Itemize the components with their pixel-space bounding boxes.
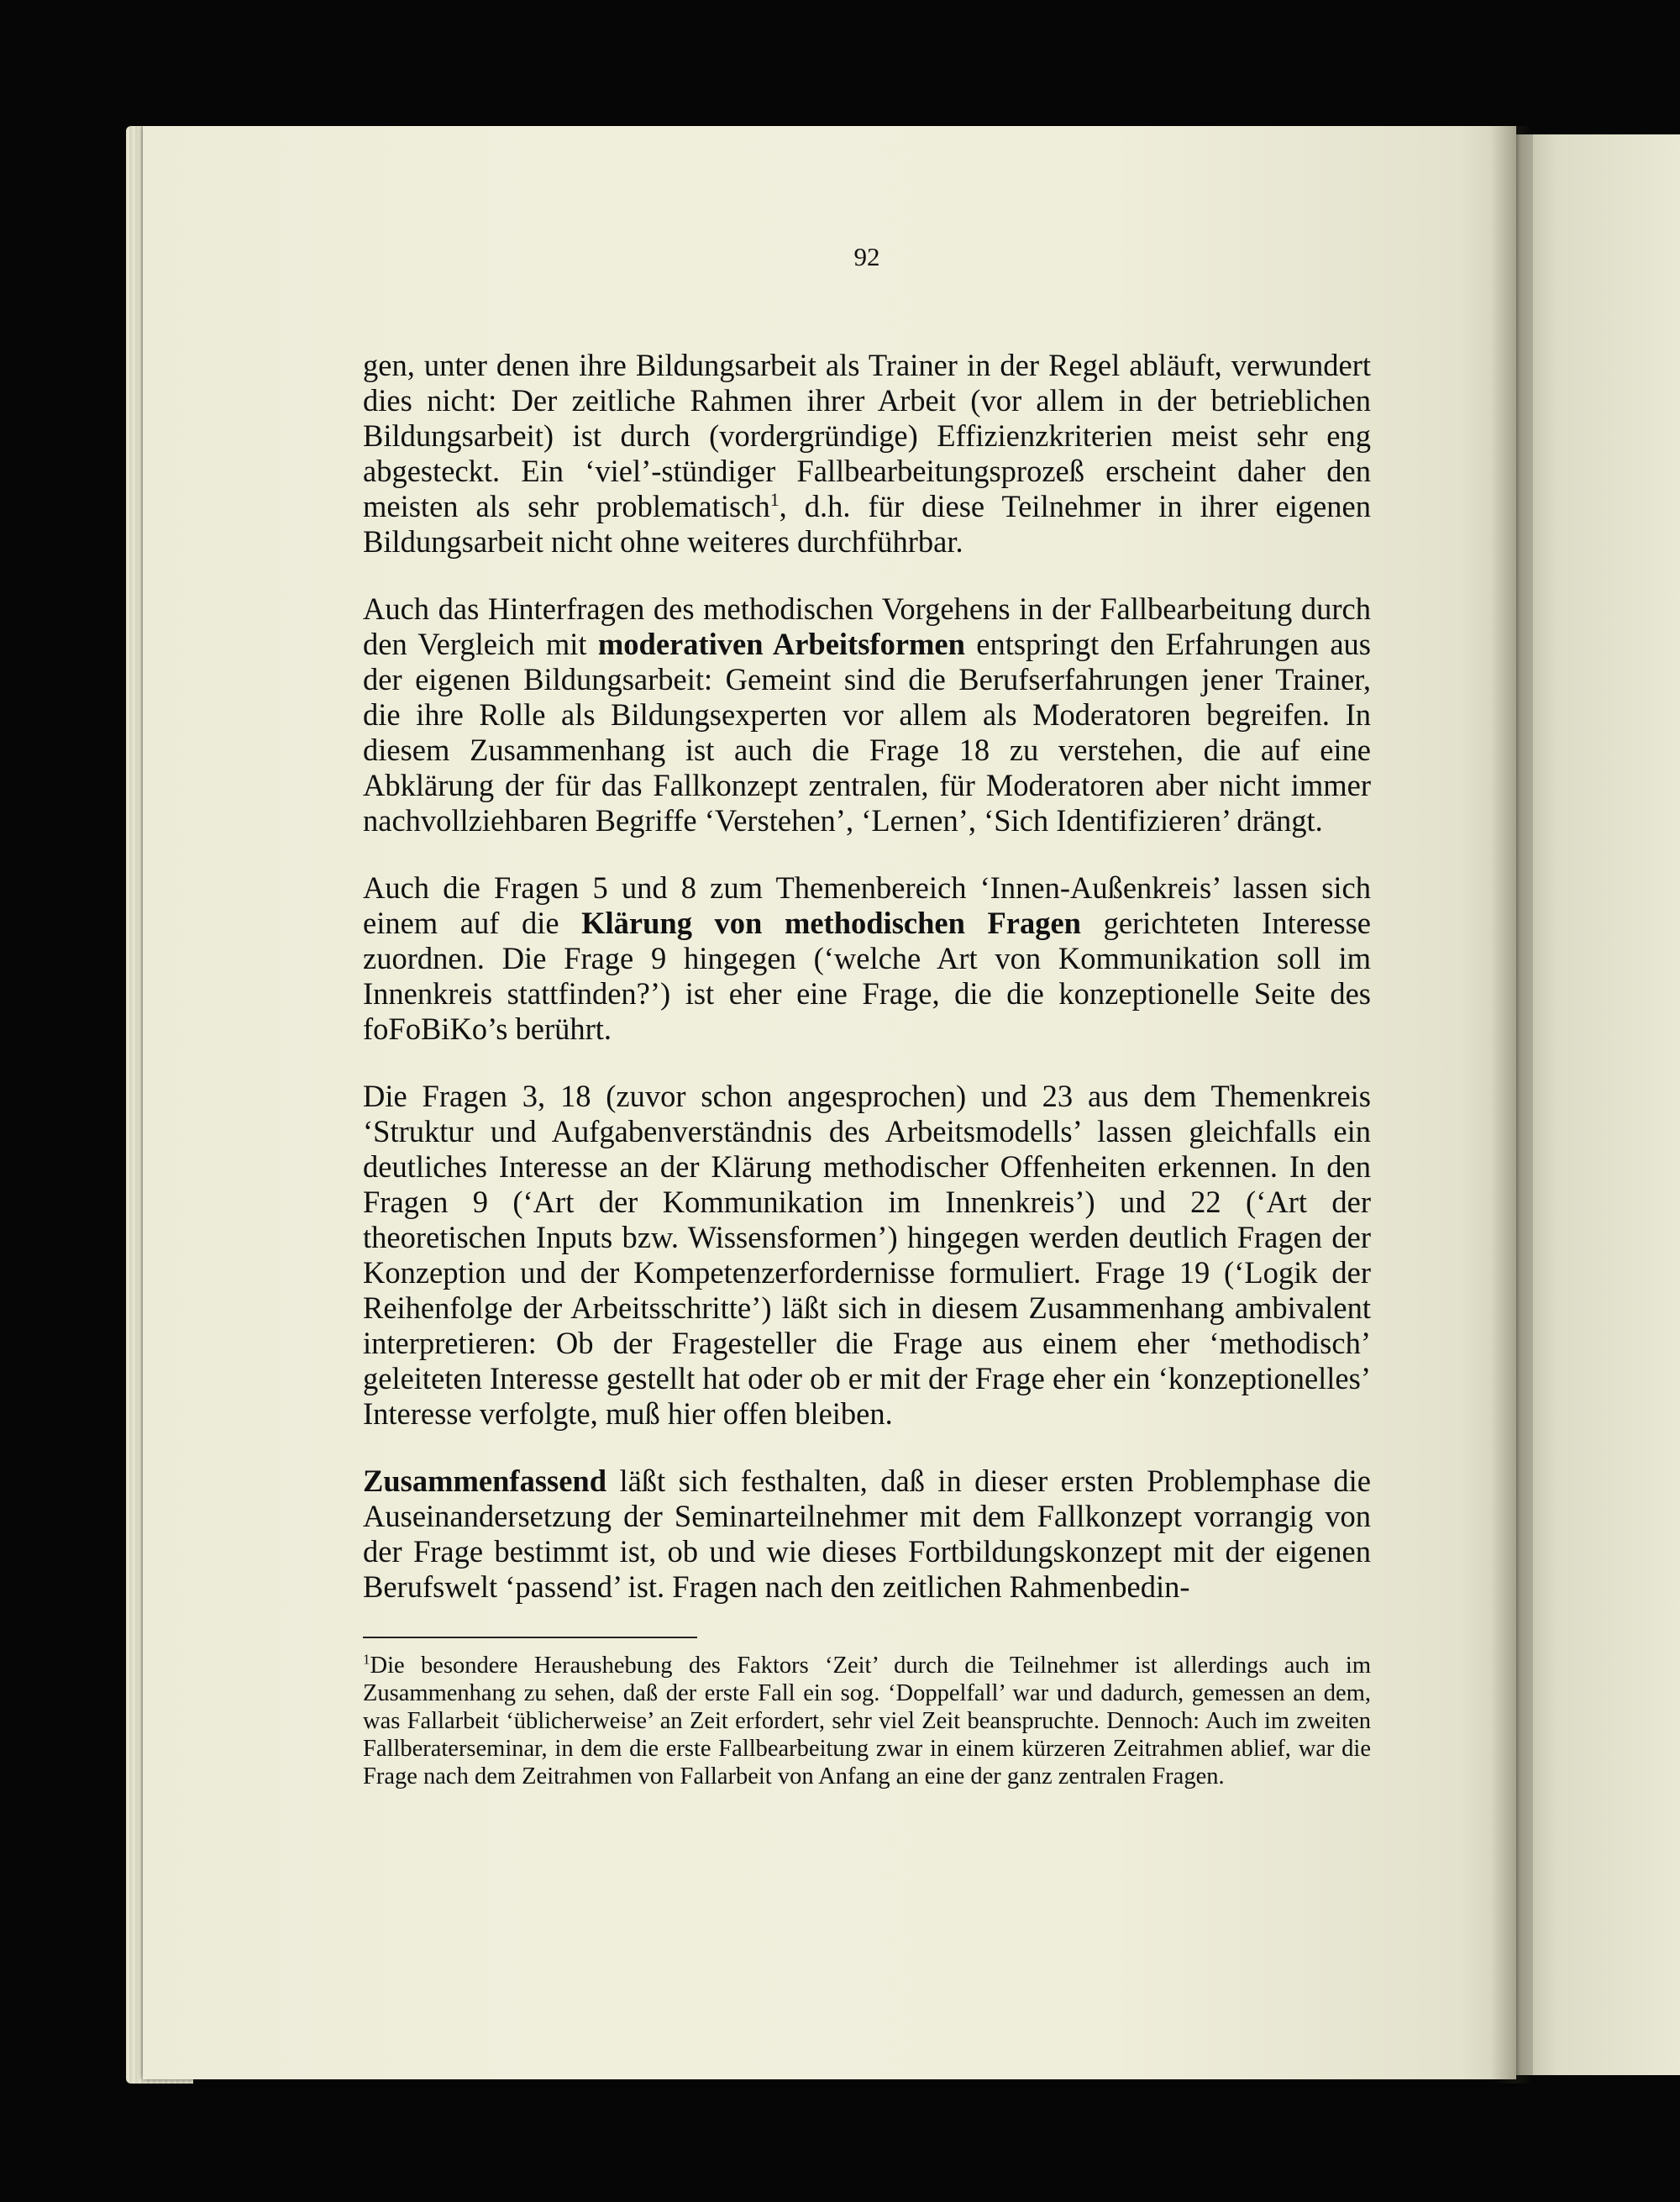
paragraph (363, 1464, 1371, 1605)
footnote-text: Die besondere Heraushebung des Faktors ‘Zeit’ durch die Teilnehmer ist allerdings auch im Zusammenhang zu sehen, daß der erste Fall ein sog. ‘Doppelfall’ war und dadurch, gemessen an dem, was Fallarbeit ‘üblicherweise’ an Zeit erfordert, sehr viel Zeit beanspruchte. Dennoch: Auch im zweiten Fallberaterseminar, in dem die erste Fallbearbeitung zwar in einem kürzeren Zeitrahmen ablief, war die Frage nach dem Zeitrahmen von Fallarbeit von Anfang an eine der ganz zentralen Fragen. (363, 1653, 1371, 1789)
text-run: Die Fragen 3, 18 (zuvor schon angesprochen) und 23 aus dem Themenkreis ‘Struktur und Aufgabenverständnis des Arbeitsmodells’ lassen gleichfalls ein deutliches Interesse an der Klärung methodischer Offenheiten erkennen. In den Fragen 9 (‘Art der Kommunikation im Innenkreis’) und 22 (‘Art der theoretischen Inputs bzw. Wissensformen’) hingegen werden deutlich Fragen der Konzeption und der Kompetenzerfordernisse formuliert. Frage 19 (‘Logik der Reihenfolge der Arbeitsschritte’) läßt sich in diesem Zusammenhang ambivalent interpretieren: Ob der Fragesteller die Frage aus einem eher ‘methodisch’ geleiteten Interesse gestellt hat oder ob er mit der Frage eher ein ‘konzeptionelles’ Interesse verfolgte, muß hier offen bleiben. (363, 1079, 1371, 1431)
text-run: Auch das Hinterfragen des methodischen Vorgehens in der Fallbearbeitung durch den Vergleich mit (363, 591, 1371, 661)
text-run: , d.h. für diese Teilnehmer in ihrer eigenen Bildungsarbeit nicht ohne weiteres durchführbar. (363, 489, 1371, 559)
footnote (363, 1652, 1371, 1790)
text-run: läßt sich festhalten, daß in dieser ersten Problemphase die Auseinandersetzung der Seminarteilnehmer mit dem Fallkonzept vorrangig von der Frage bestimmt ist, ob und wie dieses Fortbildungskonzept mit der eigenen Berufswelt ‘passend’ ist. Fragen nach den zeitlichen Rahmenbedin- (363, 1464, 1371, 1604)
paragraph (363, 591, 1371, 838)
page-content (363, 242, 1371, 1790)
paragraph (363, 870, 1371, 1047)
paragraph (363, 348, 1371, 560)
facing-page (1516, 134, 1680, 2075)
footnote-separator (363, 1637, 697, 1638)
body-text (363, 348, 1371, 1605)
text-run: gerichteten Interesse zuordnen. Die Frage 9 hingegen (‘welche Art von Kommunikation soll im Innenkreis stattfinden?’) ist eher eine Frage, die die konzeptionelle Seite des foFoBiKo’s berührt. (363, 906, 1371, 1046)
bold-emphasis: Zusammenfassend (363, 1464, 607, 1498)
text-run: Auch die Fragen 5 und 8 zum Themenbereich ‘Innen-Außenkreis’ lassen sich einem auf die (363, 870, 1371, 940)
text-run: entspringt den Erfahrungen aus der eigenen Bildungsarbeit: Gemeint sind die Berufserfahrungen jener Trainer, die ihre Rolle als Bildungsexperten vor allem als Moderatoren begreifen. In diesem Zusammenhang ist auch die Frage 18 zu verstehen, die auf eine Abklärung der für das Fallkonzept zentralen, für Moderatoren aber nicht immer nachvollziehbaren Begriffe ‘Verstehen’, ‘Lernen’, ‘Sich Identifizieren’ drängt. (363, 627, 1371, 838)
paragraph (363, 1079, 1371, 1432)
spine-shadow (1491, 126, 1533, 2084)
bold-emphasis: moderativen Arbeitsformen (597, 627, 965, 661)
page-number: 92 (853, 242, 880, 271)
footnote-reference: 1 (769, 488, 780, 510)
text-run: gen, unter denen ihre Bildungsarbeit als Trainer in der Regel abläuft, verwundert dies nicht: Der zeitliche Rahmen ihrer Arbeit (vor allem in der betrieblichen Bildungsarbeit) ist durch (vordergründige) Effizienzkriterien meist sehr eng abgesteckt. Ein ‘viel’-stündiger Fallbearbeitungsprozeß erscheint daher den meisten als sehr problematisch (363, 348, 1371, 523)
bold-emphasis: Klärung von methodischen Fragen (581, 906, 1081, 940)
footnote-marker: 1 (363, 1651, 370, 1668)
